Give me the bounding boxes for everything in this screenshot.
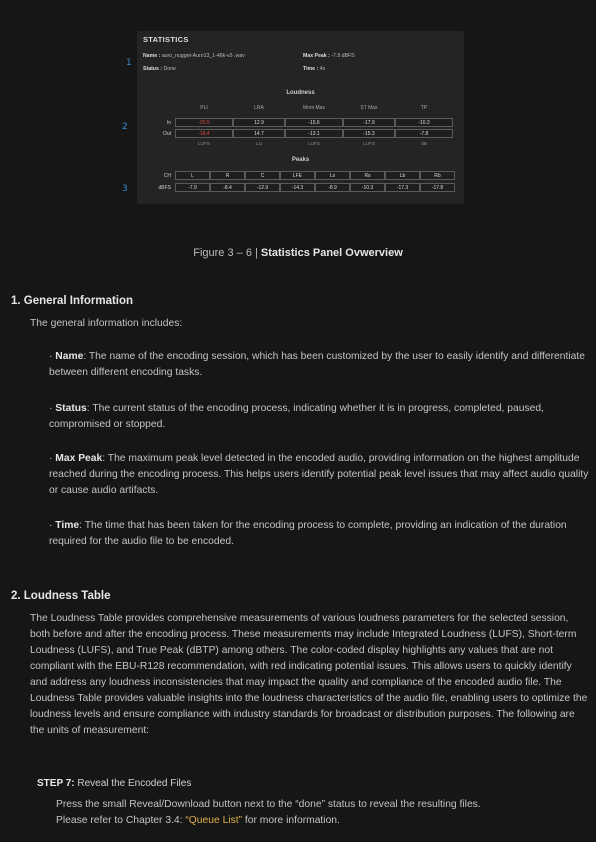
loudness-title: Loudness bbox=[286, 90, 315, 96]
bullet-name-text: : The name of the encoding session, which has been customized by the user to easily identify and differentiate between different encoding tasks. bbox=[49, 351, 585, 378]
in-mom-max: -15.6 bbox=[285, 118, 343, 127]
name-value: auro_nugget-Auro13_1-48k-v2-.wav bbox=[161, 53, 245, 59]
col-tp: TP bbox=[420, 105, 428, 111]
peak-ch-lfe: LFE bbox=[280, 171, 315, 180]
col-lra: LRA bbox=[254, 105, 264, 111]
in-lra: 12.9 bbox=[233, 118, 285, 127]
maxpeak-label: Max Peak : bbox=[303, 53, 330, 59]
in-pli: -20.5 bbox=[175, 118, 233, 127]
peak-val-rs: -10.3 bbox=[350, 183, 385, 192]
name-label: Name : bbox=[143, 53, 161, 59]
peaks-title: Peaks bbox=[291, 157, 310, 163]
info-maxpeak bbox=[303, 53, 355, 59]
row-label-in: In bbox=[166, 120, 171, 126]
peak-ch-c: C bbox=[245, 171, 280, 180]
bullet-name: · Name: The name of the encoding session, which has been customized by the user to easily identify and differentiate between different encoding tasks. bbox=[49, 351, 585, 378]
bullet-name-term: Name bbox=[55, 351, 84, 362]
peak-val-rb: -17.8 bbox=[420, 183, 455, 192]
bullet-time-term: Time bbox=[55, 520, 80, 531]
section2-heading: 2. Loudness Table bbox=[11, 590, 111, 602]
peak-val-c: -12.9 bbox=[245, 183, 280, 192]
col-pli: PLI bbox=[200, 105, 208, 111]
peak-ch-rb: Rb bbox=[420, 171, 455, 180]
unit-st-max: LUFS bbox=[362, 142, 376, 147]
row-label-out: Out bbox=[162, 131, 171, 137]
info-name bbox=[143, 53, 245, 59]
ch-label: CH bbox=[163, 173, 171, 179]
figure-caption bbox=[0, 247, 596, 259]
unit-pli: LUFS bbox=[197, 142, 211, 147]
bullet-status-term: Status bbox=[55, 403, 87, 414]
bullet-maxpeak-term: Max Peak bbox=[55, 453, 103, 464]
status-value: Done bbox=[163, 66, 176, 72]
marker-3: 3 bbox=[122, 184, 128, 194]
peak-val-l: -7.9 bbox=[175, 183, 210, 192]
out-pli: -18.4 bbox=[175, 129, 233, 138]
col-mom-max: Mom Max bbox=[303, 105, 325, 111]
dbfs-label: dBFS bbox=[158, 185, 171, 191]
status-label: Status : bbox=[143, 66, 163, 72]
peak-val-ls: -8.9 bbox=[315, 183, 350, 192]
unit-lra: LU bbox=[255, 142, 263, 147]
peak-val-lfe: -14.3 bbox=[280, 183, 315, 192]
out-mom-max: -13.1 bbox=[285, 129, 343, 138]
out-tp: -7.8 bbox=[395, 129, 453, 138]
bullet-status: · Status: The current status of the encoding process, indicating whether it is in progress, completed, paused, compromised or stopped. bbox=[49, 403, 544, 430]
time-value: 4s bbox=[319, 66, 326, 72]
unit-tp: dB bbox=[421, 142, 427, 147]
peak-ch-r: R bbox=[210, 171, 245, 180]
step-heading bbox=[37, 778, 191, 789]
col-st-max: ST Max bbox=[360, 105, 378, 111]
time-label: Time : bbox=[303, 66, 319, 72]
step-line2-prefix: Please refer to Chapter 3.4: bbox=[56, 815, 186, 826]
marker-1: 1 bbox=[126, 58, 132, 68]
bullet-status-text: : The current status of the encoding process, indicating whether it is in progress, completed, paused, compromised or stopped. bbox=[49, 403, 544, 430]
step-title: Reveal the Encoded Files bbox=[74, 778, 192, 789]
panel-title: STATISTICS bbox=[143, 35, 189, 44]
info-time bbox=[303, 66, 325, 72]
in-st-max: -17.9 bbox=[343, 118, 395, 127]
step-label: STEP 7: bbox=[37, 778, 75, 789]
caption-title: Statistics Panel Ovwerview bbox=[260, 247, 403, 259]
out-st-max: -15.3 bbox=[343, 129, 395, 138]
caption-prefix: Figure 3 – 6 | bbox=[193, 247, 261, 259]
step-line1: Press the small Reveal/Download button next to the “done” status to reveal the resulting files. bbox=[56, 799, 481, 810]
bullet-time-text: : The time that has been taken for the encoding process to complete, providing an indication of the duration required for the audio file to be encoded. bbox=[49, 520, 567, 547]
bullet-maxpeak-text: : The maximum peak level detected in the encoded audio, providing information on the highest amplitude reached during the encoding process. This helps users identify potential peak level issues that may affect audio quality or cause audio artifacts. bbox=[49, 453, 589, 496]
statistics-panel bbox=[137, 31, 464, 204]
peak-ch-rs: Rs bbox=[350, 171, 385, 180]
peak-ch-lb: Lb bbox=[385, 171, 420, 180]
peak-ch-ls: Ls bbox=[315, 171, 350, 180]
step-line2-suffix: for more information. bbox=[242, 815, 340, 826]
queue-list-link[interactable]: “Queue List” bbox=[185, 815, 243, 826]
peak-val-r: -8.4 bbox=[210, 183, 245, 192]
unit-mom-max: LUFS bbox=[307, 142, 321, 147]
section1-heading: 1. General Information bbox=[11, 295, 134, 307]
out-lra: 14.7 bbox=[233, 129, 285, 138]
bullet-time: · Time: The time that has been taken for the encoding process to complete, providing an indication of the duration required for the audio file to be encoded. bbox=[49, 520, 567, 547]
step-line2 bbox=[56, 813, 594, 829]
in-tp: -10.3 bbox=[395, 118, 453, 127]
bullet-maxpeak: · Max Peak: The maximum peak level detected in the encoded audio, providing information on the highest amplitude reached during the encoding process. This helps users identify potential peak level issues that may affect audio quality or cause audio artifacts. bbox=[49, 453, 589, 496]
marker-2: 2 bbox=[122, 122, 128, 132]
info-status bbox=[143, 66, 176, 72]
peak-val-lb: -17.3 bbox=[385, 183, 420, 192]
peak-ch-l: L bbox=[175, 171, 210, 180]
maxpeak-value: -7.9 dBFS bbox=[331, 53, 355, 59]
section1-intro: The general information includes: bbox=[30, 318, 183, 329]
section2-body: The Loudness Table provides comprehensive measurements of various loudness parameters for the selected session, both before and after the encoding process. These measurements may include Integrated Loudness (LUFS), Short-term Loudness (LUFS), and True Peak (dBTP) among others. The color-coded display highlights any values that are not compliant with the EBU-R128 recommendation, with red indicating potential issues. This allows users to quickly identify and address any loudness inconsistencies that may impact the quality and compliance of the encoded audio file. The Loudness Table provides valuable insights into the loudness characteristics of the audio file, enabling users to optimize the loudness levels and ensure compliance with industry standards for broadcast or distribution purposes. The following are the units of measurement: bbox=[30, 613, 588, 736]
